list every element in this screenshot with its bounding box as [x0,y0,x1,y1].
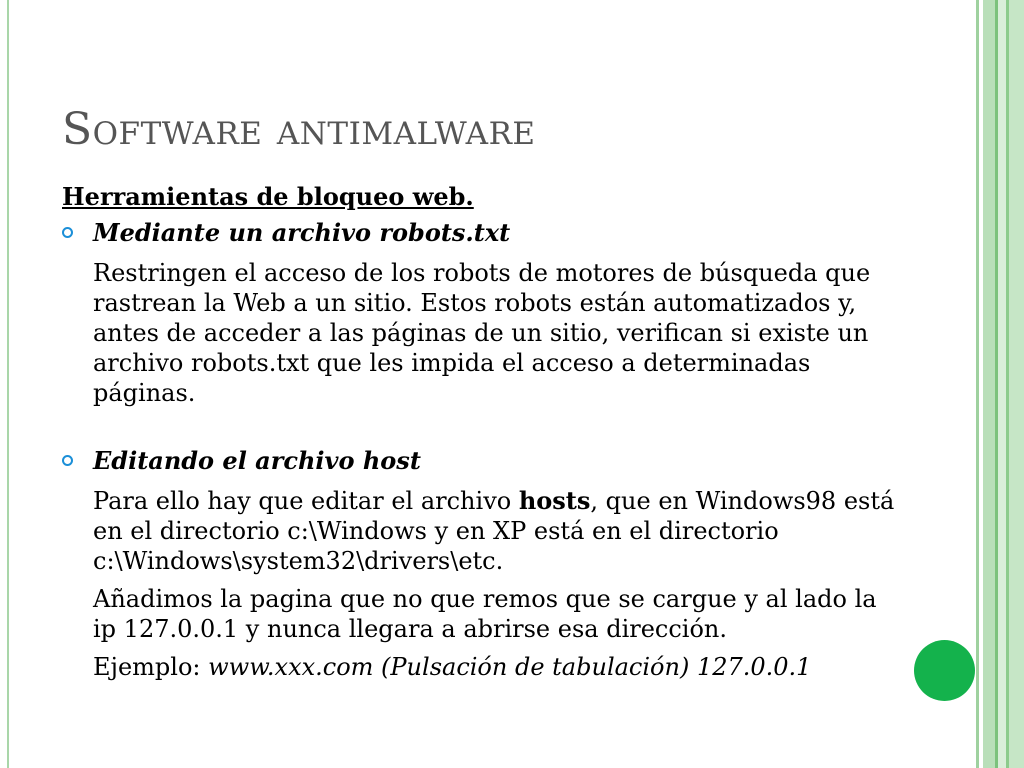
paragraph: Restringen el acceso de los robots de motores de búsqueda que rastrean la Web a un sitio. Estos robots están automatizados y, antes de acceder a las páginas de un sitio, verifican si existe un archivo robots.txt que les impida el acceso a determinadas páginas. [93,259,871,407]
bullet-circle-icon [62,227,73,238]
paragraph [62,652,902,682]
bullet-label: Editando el archivo host [93,446,421,475]
decorative-green-circle [914,640,975,701]
slide-title: Software antimalware [62,104,536,155]
paragraph: Añadimos la pagina que no que remos que se cargue y al lado la ip 127.0.0.1 y nunca llegara a abrirse esa dirección. [93,585,877,643]
spacer [62,416,902,446]
bullet-item [62,218,902,248]
paragraph-text: , que en Windows98 está en el directorio c:\Windows y en XP está en el directorio c:\Windows\system32\drivers\etc. [93,487,895,575]
slide-content [62,182,902,690]
bullet-circle-icon [62,455,73,466]
right-stripe [983,0,995,768]
example-text: www.xxx.com (Pulsación de tabulación) 127.0.0.1 [208,653,812,681]
section-heading: Herramientas de bloqueo web. [62,182,474,211]
left-border-line [7,0,9,768]
right-stripe [1009,0,1024,768]
bullet-label: Mediante un archivo robots.txt [93,218,511,247]
paragraph-bold-text: hosts [518,486,591,515]
paragraph-text: Para ello hay que editar el archivo [93,487,519,515]
example-label: Ejemplo: [93,653,209,681]
paragraph [62,486,902,576]
right-stripe [998,0,1006,768]
bullet-item [62,446,902,476]
